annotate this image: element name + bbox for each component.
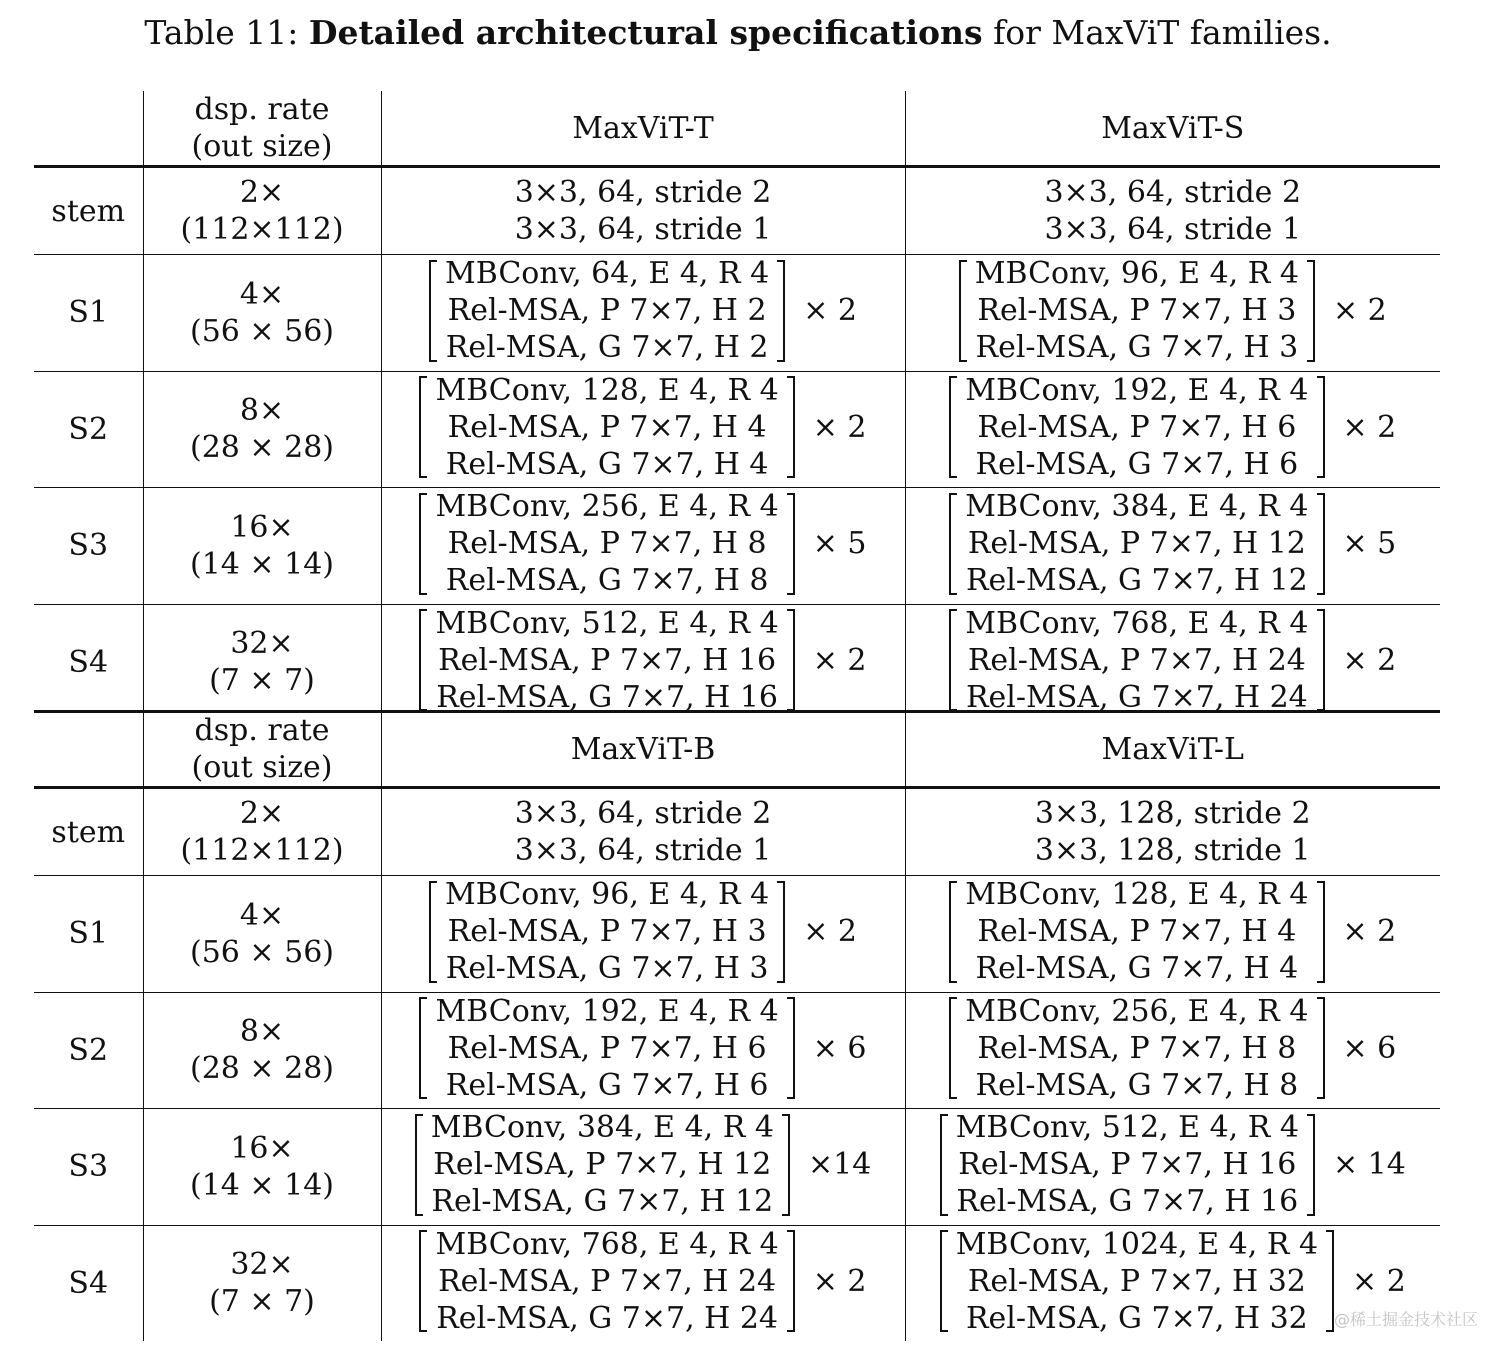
stage-config-a xyxy=(381,371,905,488)
block-line: MBConv, 768, E 4, R 4 xyxy=(435,1226,779,1262)
block-spec xyxy=(415,1109,872,1220)
stage-rate-value: 32× xyxy=(230,1247,294,1283)
right-bracket xyxy=(1317,997,1325,1099)
block-line: Rel-MSA, P 7×7, H 12 xyxy=(433,1147,772,1182)
stem-config-a xyxy=(381,167,905,255)
repeat-count: × 6 xyxy=(1342,1030,1397,1066)
left-bracket xyxy=(419,493,427,595)
block-spec xyxy=(419,1226,866,1337)
block-line: Rel-MSA, G 7×7, H 24 xyxy=(436,1300,779,1336)
stem-line: 3×3, 64, stride 2 xyxy=(1044,175,1302,210)
block-line: Rel-MSA, G 7×7, H 8 xyxy=(975,1067,1299,1103)
stage-config-a xyxy=(381,1225,905,1341)
stage-out-size: (7 × 7) xyxy=(209,1284,315,1320)
stem-line: 3×3, 64, stride 2 xyxy=(514,796,772,831)
stage-label: S4 xyxy=(68,1265,109,1301)
repeat-count: × 2 xyxy=(1342,642,1397,678)
block-spec xyxy=(419,605,866,716)
repeat-count: × 5 xyxy=(1342,526,1397,561)
stem-label: stem xyxy=(34,788,143,876)
block-line: Rel-MSA, G 7×7, H 24 xyxy=(965,679,1308,715)
caption-prefix: Table 11: xyxy=(144,13,299,52)
stage-label: S4 xyxy=(68,644,109,680)
stage-config-a xyxy=(381,488,905,605)
stage-row-s4 xyxy=(34,604,1440,720)
left-bracket xyxy=(419,376,427,478)
right-bracket xyxy=(777,881,785,983)
stem-line: 3×3, 128, stride 2 xyxy=(1034,796,1311,831)
block-line: MBConv, 256, E 4, R 4 xyxy=(435,489,779,524)
table-caption xyxy=(0,10,1476,56)
stem-label: stem xyxy=(34,167,143,255)
block-line: Rel-MSA, P 7×7, H 32 xyxy=(967,1263,1306,1299)
right-bracket xyxy=(1307,260,1315,362)
spec-table-t-s xyxy=(34,91,1440,720)
stage-label: S1 xyxy=(34,876,143,993)
header-model-a: MaxViT-T xyxy=(381,91,905,167)
block-lines xyxy=(965,876,1308,987)
stem-line: 3×3, 64, stride 1 xyxy=(514,833,772,868)
block-line: Rel-MSA, P 7×7, H 4 xyxy=(447,409,767,445)
right-bracket xyxy=(1317,881,1325,983)
block-line: Rel-MSA, G 7×7, H 6 xyxy=(445,1067,769,1103)
block-lines xyxy=(965,605,1308,716)
stage-row-s1 xyxy=(34,876,1440,993)
block-lines xyxy=(435,488,778,599)
stem-row xyxy=(34,167,1440,255)
header-row xyxy=(34,91,1440,167)
stage-out-size: (56 × 56) xyxy=(190,313,334,349)
stage-rate-value: 8× xyxy=(239,1014,285,1050)
left-bracket xyxy=(419,997,427,1099)
block-lines xyxy=(435,993,778,1104)
block-line: Rel-MSA, G 7×7, H 16 xyxy=(956,1184,1299,1219)
stage-row-s3 xyxy=(34,488,1440,605)
right-bracket xyxy=(1326,1230,1334,1332)
stem-rate-value: 2× xyxy=(239,796,285,831)
block-line: Rel-MSA, P 7×7, H 2 xyxy=(447,293,767,328)
stage-rate xyxy=(143,1225,381,1341)
repeat-count: × 2 xyxy=(1332,293,1387,328)
header-stage xyxy=(34,91,143,167)
stage-out-size: (28 × 28) xyxy=(190,430,334,466)
stage-rate xyxy=(143,1109,381,1226)
block-line: Rel-MSA, G 7×7, H 2 xyxy=(445,330,769,365)
stage-rate xyxy=(143,604,381,720)
block-spec xyxy=(949,605,1396,716)
header-model-a: MaxViT-B xyxy=(381,712,905,788)
stage-config-a xyxy=(381,876,905,993)
header-rate-line2: (out size) xyxy=(191,129,333,164)
right-bracket xyxy=(787,376,795,478)
left-bracket xyxy=(959,260,967,362)
block-line: MBConv, 256, E 4, R 4 xyxy=(965,993,1309,1029)
block-spec xyxy=(940,1109,1406,1220)
stage-label: S3 xyxy=(34,1109,143,1226)
block-line: MBConv, 512, E 4, R 4 xyxy=(955,1110,1299,1145)
block-line: MBConv, 64, E 4, R 4 xyxy=(445,256,770,291)
stage-config-a xyxy=(381,604,905,720)
block-line: MBConv, 192, E 4, R 4 xyxy=(965,372,1309,408)
stage-config-b xyxy=(905,371,1440,488)
block-lines xyxy=(975,255,1299,366)
block-line: Rel-MSA, G 7×7, H 16 xyxy=(436,679,779,715)
block-line: Rel-MSA, G 7×7, H 6 xyxy=(975,446,1299,482)
repeat-count: ×14 xyxy=(807,1147,872,1182)
block-line: Rel-MSA, P 7×7, H 6 xyxy=(447,1030,767,1066)
block-spec xyxy=(959,255,1387,366)
block-line: Rel-MSA, P 7×7, H 3 xyxy=(977,293,1297,328)
block-line: Rel-MSA, G 7×7, H 12 xyxy=(431,1184,774,1219)
stem-config-b xyxy=(905,167,1440,255)
stage-out-size: (14 × 14) xyxy=(190,1167,334,1203)
repeat-count: × 2 xyxy=(1342,409,1397,445)
repeat-count: × 2 xyxy=(812,1263,867,1299)
stage-config-b xyxy=(905,255,1440,372)
repeat-count: × 2 xyxy=(1352,1263,1406,1299)
block-line: Rel-MSA, G 7×7, H 32 xyxy=(965,1300,1308,1336)
block-lines xyxy=(435,1226,778,1337)
left-bracket xyxy=(949,493,957,595)
stage-config-b xyxy=(905,604,1440,720)
repeat-count: × 2 xyxy=(803,293,857,328)
block-line: MBConv, 96, E 4, R 4 xyxy=(974,256,1299,291)
block-lines xyxy=(965,993,1308,1104)
right-bracket xyxy=(782,1114,790,1216)
stage-out-size: (14 × 14) xyxy=(190,546,334,582)
stage-rate-value: 16× xyxy=(230,1130,294,1166)
stage-config-a xyxy=(381,1109,905,1226)
block-lines xyxy=(435,605,778,716)
block-spec xyxy=(419,993,866,1104)
repeat-count: × 14 xyxy=(1332,1147,1406,1182)
block-line: MBConv, 128, E 4, R 4 xyxy=(965,877,1309,912)
stage-rate-value: 4× xyxy=(239,276,285,312)
stage-config-b xyxy=(905,488,1440,605)
header-stage xyxy=(34,712,143,788)
block-lines xyxy=(435,372,778,483)
block-line: MBConv, 96, E 4, R 4 xyxy=(445,877,770,912)
block-line: Rel-MSA, P 7×7, H 24 xyxy=(967,642,1306,678)
stem-rate-value: 2× xyxy=(239,175,285,210)
left-bracket xyxy=(940,1230,948,1332)
block-line: MBConv, 128, E 4, R 4 xyxy=(435,372,779,408)
stage-rate xyxy=(143,876,381,993)
block-line: MBConv, 512, E 4, R 4 xyxy=(435,605,779,641)
block-line: MBConv, 384, E 4, R 4 xyxy=(965,489,1309,524)
right-bracket xyxy=(787,997,795,1099)
header-rate-line2: (out size) xyxy=(191,750,333,785)
stem-line: 3×3, 64, stride 1 xyxy=(514,212,772,247)
right-bracket xyxy=(1317,493,1325,595)
stage-config-b xyxy=(905,876,1440,993)
right-bracket xyxy=(777,260,785,362)
stem-line: 3×3, 128, stride 1 xyxy=(1034,833,1311,868)
stage-label: S1 xyxy=(34,255,143,372)
repeat-count: × 5 xyxy=(812,526,867,561)
right-bracket xyxy=(787,1230,795,1332)
block-line: Rel-MSA, G 7×7, H 8 xyxy=(445,563,769,598)
block-spec xyxy=(949,876,1396,987)
block-line: Rel-MSA, G 7×7, H 3 xyxy=(975,330,1299,365)
header-model-b: MaxViT-L xyxy=(905,712,1440,788)
block-lines xyxy=(431,1109,774,1220)
block-spec xyxy=(429,255,857,366)
repeat-count: × 2 xyxy=(1342,914,1397,949)
caption-suffix: for MaxViT families. xyxy=(993,13,1332,52)
right-bracket xyxy=(787,609,795,711)
block-spec xyxy=(949,488,1396,599)
stage-out-size: (7 × 7) xyxy=(209,663,315,699)
stem-rate xyxy=(143,167,381,255)
stem-config-b xyxy=(905,788,1440,876)
caption-bold: Detailed architectural specifications xyxy=(308,13,983,52)
left-bracket xyxy=(949,609,957,711)
block-line: Rel-MSA, P 7×7, H 6 xyxy=(977,409,1297,445)
stage-row-s3 xyxy=(34,1109,1440,1226)
left-bracket xyxy=(949,881,957,983)
block-spec xyxy=(949,993,1396,1104)
stage-config-a xyxy=(381,255,905,372)
stage-rate-value: 8× xyxy=(239,393,285,429)
left-bracket xyxy=(419,1230,427,1332)
block-line: Rel-MSA, G 7×7, H 12 xyxy=(965,563,1308,598)
stage-rate xyxy=(143,488,381,605)
stage-row-s2 xyxy=(34,371,1440,488)
stage-rate xyxy=(143,371,381,488)
block-line: Rel-MSA, P 7×7, H 8 xyxy=(977,1030,1297,1066)
repeat-count: × 2 xyxy=(803,914,857,949)
stage-config-b xyxy=(905,1109,1440,1226)
header-model-b: MaxViT-S xyxy=(905,91,1440,167)
block-spec xyxy=(949,372,1396,483)
block-line: Rel-MSA, P 7×7, H 8 xyxy=(447,526,767,561)
header-rate xyxy=(143,712,381,788)
block-line: MBConv, 768, E 4, R 4 xyxy=(965,605,1309,641)
block-line: MBConv, 192, E 4, R 4 xyxy=(435,993,779,1029)
left-bracket xyxy=(949,376,957,478)
right-bracket xyxy=(787,493,795,595)
stage-row-s4 xyxy=(34,1225,1440,1341)
block-lines xyxy=(956,1226,1318,1337)
stem-out-size: (112×112) xyxy=(180,833,344,868)
block-line: Rel-MSA, P 7×7, H 3 xyxy=(447,914,767,949)
block-spec xyxy=(429,876,857,987)
spec-table-b-l xyxy=(34,712,1440,1341)
block-lines xyxy=(445,876,769,987)
stage-rate-value: 16× xyxy=(230,509,294,545)
header-rate-line1: dsp. rate xyxy=(194,713,330,748)
block-spec xyxy=(419,488,866,599)
block-lines xyxy=(965,372,1308,483)
left-bracket xyxy=(940,1114,948,1216)
stage-label: S3 xyxy=(34,488,143,605)
stage-row-s1 xyxy=(34,255,1440,372)
stage-rate xyxy=(143,255,381,372)
left-bracket xyxy=(429,881,437,983)
stem-line: 3×3, 64, stride 1 xyxy=(1044,212,1302,247)
block-line: Rel-MSA, G 7×7, H 4 xyxy=(975,951,1299,986)
stage-out-size: (56 × 56) xyxy=(190,934,334,970)
block-line: Rel-MSA, P 7×7, H 4 xyxy=(977,914,1297,949)
stage-rate-value: 32× xyxy=(230,626,294,662)
stage-rate xyxy=(143,992,381,1109)
left-bracket xyxy=(949,997,957,1099)
block-lines xyxy=(956,1109,1299,1220)
header-row xyxy=(34,712,1440,788)
stage-row-s2 xyxy=(34,992,1440,1109)
right-bracket xyxy=(1307,1114,1315,1216)
header-rate-line1: dsp. rate xyxy=(194,92,330,127)
left-bracket xyxy=(419,609,427,711)
block-line: Rel-MSA, P 7×7, H 24 xyxy=(438,1263,777,1299)
stage-label: S2 xyxy=(34,992,143,1109)
block-line: MBConv, 384, E 4, R 4 xyxy=(430,1110,774,1145)
block-spec xyxy=(419,372,866,483)
block-line: Rel-MSA, G 7×7, H 3 xyxy=(445,951,769,986)
block-line: Rel-MSA, P 7×7, H 16 xyxy=(438,642,777,678)
block-line: MBConv, 1024, E 4, R 4 xyxy=(955,1226,1319,1262)
block-line: Rel-MSA, P 7×7, H 16 xyxy=(958,1147,1297,1182)
right-bracket xyxy=(1317,376,1325,478)
block-lines xyxy=(965,488,1308,599)
stage-out-size: (28 × 28) xyxy=(190,1051,334,1087)
stem-rate xyxy=(143,788,381,876)
stem-row xyxy=(34,788,1440,876)
header-rate xyxy=(143,91,381,167)
stage-config-a xyxy=(381,992,905,1109)
stage-config-b xyxy=(905,992,1440,1109)
left-bracket xyxy=(429,260,437,362)
stem-config-a xyxy=(381,788,905,876)
stem-line: 3×3, 64, stride 2 xyxy=(514,175,772,210)
repeat-count: × 2 xyxy=(812,409,867,445)
block-line: Rel-MSA, G 7×7, H 4 xyxy=(445,446,769,482)
stage-rate-value: 4× xyxy=(239,897,285,933)
block-line: Rel-MSA, P 7×7, H 12 xyxy=(967,526,1306,561)
watermark-text: @稀土掘金技术社区 xyxy=(1333,1310,1478,1329)
repeat-count: × 2 xyxy=(812,642,867,678)
repeat-count: × 6 xyxy=(812,1030,867,1066)
stem-out-size: (112×112) xyxy=(180,212,344,247)
stage-label: S2 xyxy=(34,371,143,488)
right-bracket xyxy=(1317,609,1325,711)
block-lines xyxy=(445,255,769,366)
left-bracket xyxy=(415,1114,423,1216)
